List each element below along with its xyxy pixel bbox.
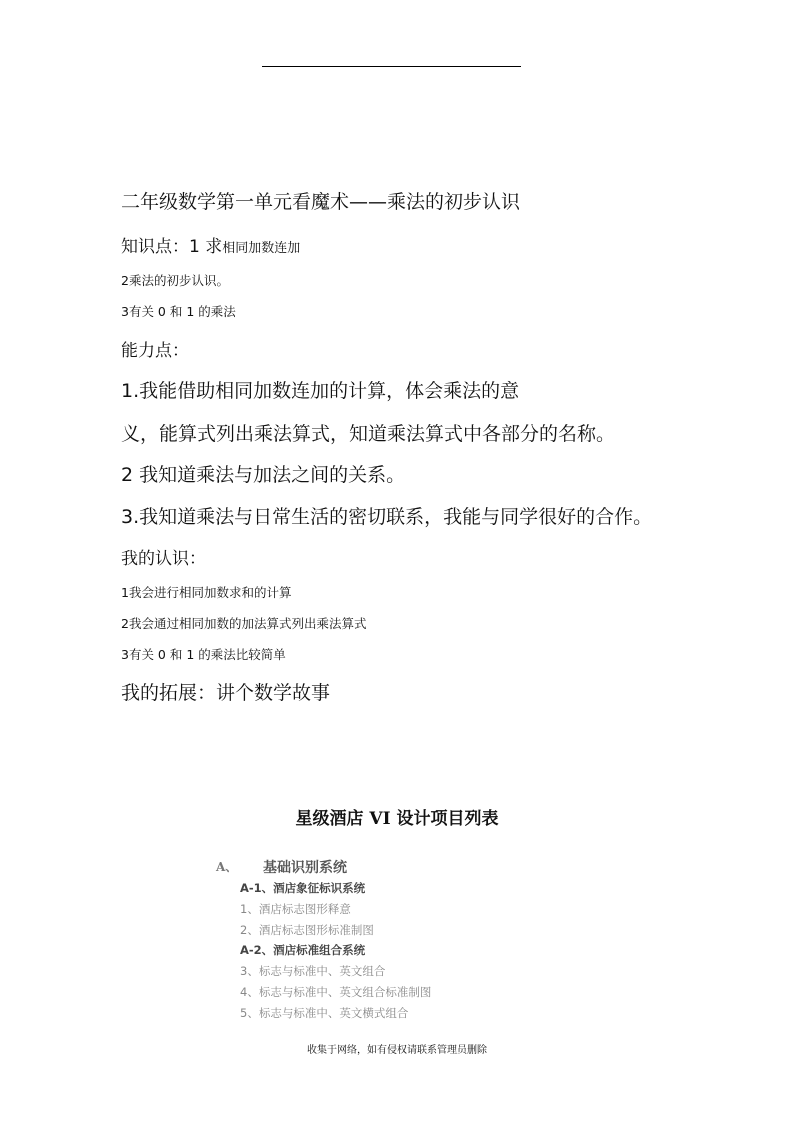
vi-item-3: 3、标志与标准中、英文组合 xyxy=(240,964,386,978)
knowledge-first-num: 1 求 xyxy=(189,237,223,257)
ability-point-1b: 义，能算式列出乘法算式，知道乘法算式中各部分的名称。 xyxy=(121,423,616,445)
vi-item-4: 4、标志与标准中、英文组合标准制图 xyxy=(240,985,432,999)
ability-point-2: 2 我知道乘法与加法之间的关系。 xyxy=(121,464,406,486)
knowledge-first-rest: 相同加数连加 xyxy=(222,241,301,256)
section-a-name: 基础识别系统 xyxy=(263,860,347,876)
knowledge-point-2: 2乘法的初步认识。 xyxy=(121,273,229,288)
cognition-label: 我的认识： xyxy=(121,549,206,569)
cognition-3: 3有关 0 和 1 的乘法比较简单 xyxy=(121,647,286,662)
header-rule xyxy=(262,66,521,67)
subsection-a1: A-1、酒店象征标识系统 xyxy=(240,881,366,895)
lesson-title: 二年级数学第一单元看魔术——乘法的初步认识 xyxy=(121,191,521,213)
extension-line: 我的拓展：讲个数学故事 xyxy=(121,682,331,704)
cognition-2: 2我会通过相同加数的加法算式列出乘法算式 xyxy=(121,616,367,631)
footer-note: 收集于网络，如有侵权请联系管理员删除 xyxy=(307,1045,487,1056)
vi-item-2: 2、酒店标志图形标准制图 xyxy=(240,923,374,937)
knowledge-point-1 xyxy=(121,232,300,257)
ability-label: 能力点： xyxy=(121,341,189,361)
subsection-a2: A-2、酒店标准组合系统 xyxy=(240,943,366,957)
cognition-1: 1我会进行相同加数求和的计算 xyxy=(121,585,292,600)
knowledge-point-3: 3有关 0 和 1 的乘法 xyxy=(121,304,236,319)
ability-point-3: 3.我知道乘法与日常生活的密切联系，我能与同学很好的合作。 xyxy=(121,506,653,528)
section-a-marker: A、 xyxy=(216,860,238,874)
ability-point-1a: 1.我能借助相同加数连加的计算，体会乘法的意 xyxy=(121,380,520,402)
vi-item-5: 5、标志与标准中、英文横式组合 xyxy=(240,1006,409,1020)
vi-item-1: 1、酒店标志图形释意 xyxy=(240,902,351,916)
vi-title: 星级酒店 VI 设计项目列表 xyxy=(295,809,499,829)
knowledge-label: 知识点： xyxy=(121,237,189,257)
